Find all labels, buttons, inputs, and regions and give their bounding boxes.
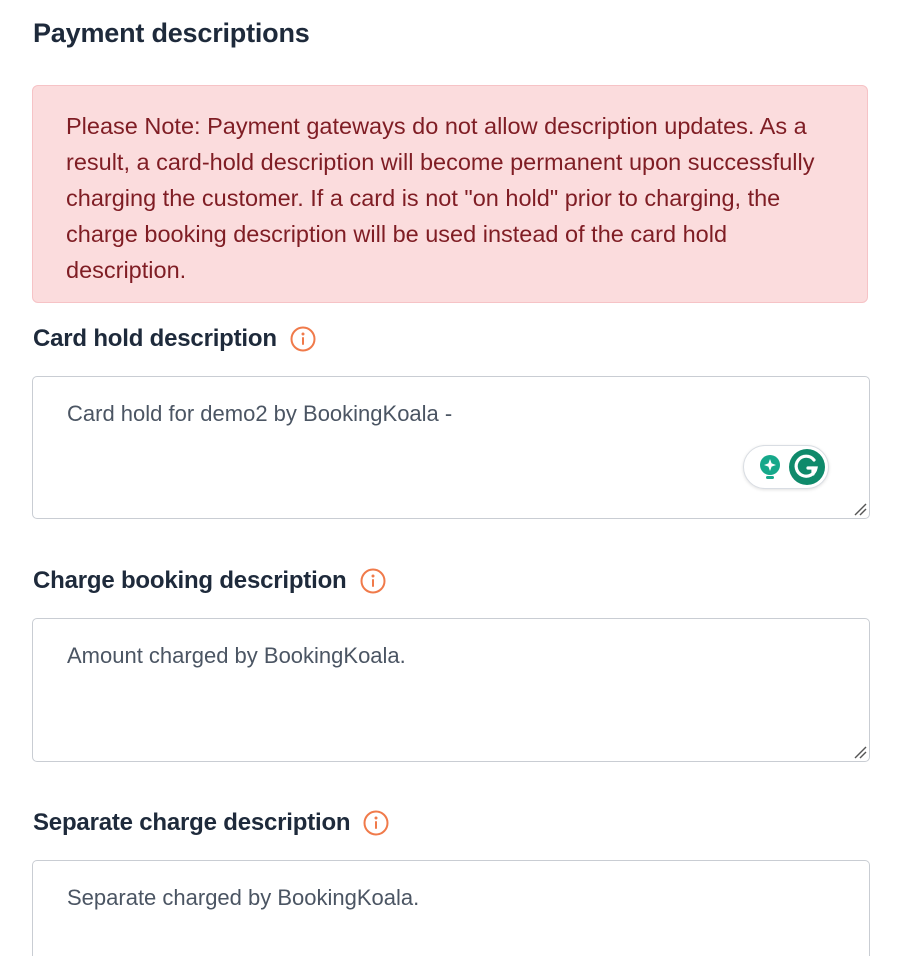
grammarly-g-icon[interactable] xyxy=(789,449,825,485)
info-icon[interactable] xyxy=(363,810,389,836)
charge-booking-textarea[interactable] xyxy=(33,619,869,761)
separate-charge-textarea[interactable] xyxy=(33,861,869,956)
charge-booking-label-row xyxy=(33,565,386,597)
card-hold-label: Card hold description xyxy=(33,325,277,352)
charge-booking-label: Charge booking description xyxy=(33,567,347,594)
section-title: Payment descriptions xyxy=(33,18,310,48)
separate-charge-label: Separate charge description xyxy=(33,809,351,836)
resize-grip-icon[interactable] xyxy=(851,500,867,516)
note-alert: Please Note: Payment gateways do not allow description updates. As a result, a card-hold description will become permanent upon successfully charging the customer. If a card is not "on hold" prior to charging, the charge booking description will be used instead of the card hold description. xyxy=(32,85,868,303)
resize-grip-icon[interactable] xyxy=(851,743,867,759)
separate-charge-textarea-box xyxy=(32,860,870,956)
info-icon[interactable] xyxy=(290,326,316,352)
card-hold-textarea[interactable] xyxy=(33,377,869,518)
card-hold-label-row xyxy=(33,323,316,355)
info-icon[interactable] xyxy=(360,568,386,594)
grammarly-widget[interactable] xyxy=(743,445,829,489)
separate-charge-label-row xyxy=(33,807,389,839)
charge-booking-textarea-box xyxy=(32,618,870,762)
lightbulb-icon[interactable] xyxy=(755,452,785,482)
card-hold-textarea-box xyxy=(32,376,870,519)
